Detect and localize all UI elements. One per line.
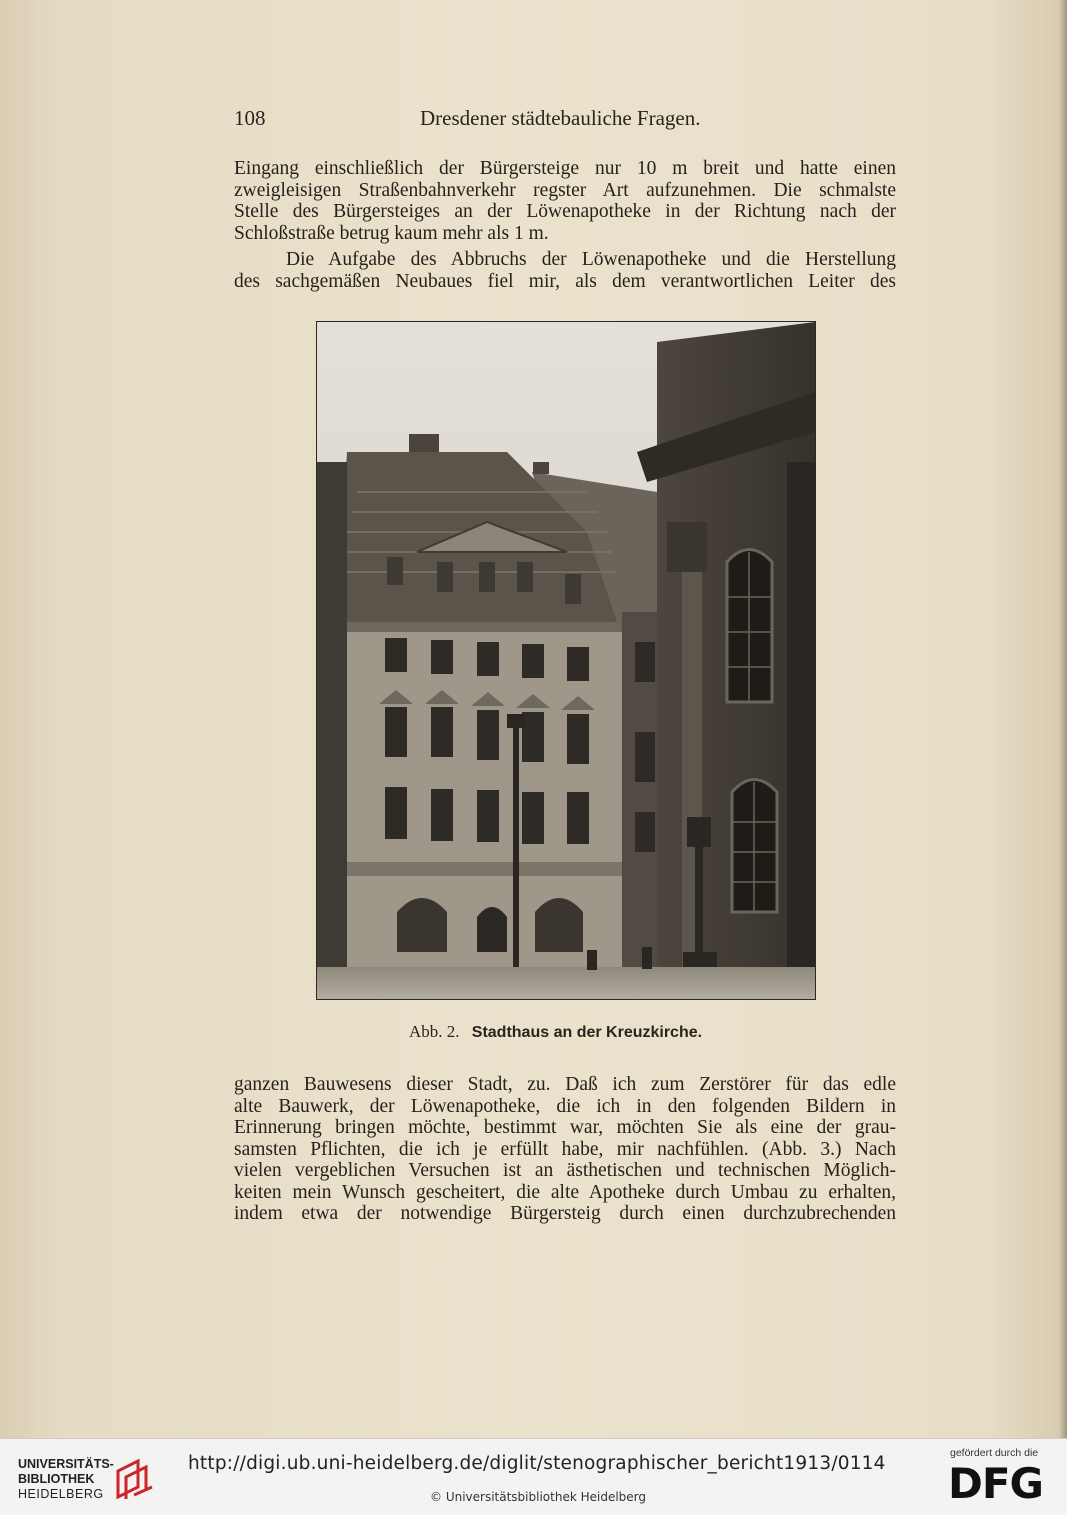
library-mark-icon: [112, 1457, 156, 1501]
university-library-logo[interactable]: [18, 1457, 158, 1501]
library-line-1: UNIVERSITÄTS-: [18, 1457, 114, 1471]
figure-photograph: [316, 321, 816, 1000]
running-title: Dresdener städtebauliche Fragen.: [420, 106, 701, 130]
text-line: Die Aufgabe des Abbruchs der Löwenapotheke und die Herstellung: [286, 249, 896, 270]
funder-wordmark: DFG: [948, 1459, 1044, 1508]
text-line: alte Bauwerk, der Löwenapotheke, die ich in den folgenden Bildern in: [234, 1095, 896, 1117]
text-line: ganzen Bauwesens dieser Stadt, zu. Daß ich zum Zerstörer für das edle: [234, 1074, 896, 1095]
text-line: samsten Pflichten, die ich je erfüllt habe, mir nachfühlen. (Abb. 3.) Nach: [234, 1138, 896, 1160]
text-line: Erinnerung bringen möchte, bestimmt war, möchten Sie als eine der grau-: [234, 1117, 896, 1138]
caption-label: Abb. 2.: [409, 1022, 460, 1041]
text-line: Schloßstraße betrug kaum mehr als 1 m.: [234, 222, 549, 244]
library-line-3: HEIDELBERG: [18, 1487, 104, 1501]
figure-caption: [409, 1022, 749, 1046]
library-name: [18, 1457, 114, 1502]
library-line-2: BIBLIOTHEK: [18, 1472, 95, 1486]
text-line: zweigleisigen Straßenbahnverkehr regster Art aufzunehmen. Die schmalste: [234, 179, 896, 201]
paragraph-2: [234, 249, 896, 292]
viewer-footer: [0, 1438, 1067, 1515]
permalink-url[interactable]: http://digi.ub.uni-heidelberg.de/diglit/stenographischer_bericht1913/0114: [188, 1453, 886, 1474]
paragraph-3: [234, 1074, 896, 1225]
caption-title: Stadthaus an der Kreuzkirche.: [471, 1024, 703, 1041]
text-line: indem etwa der notwendige Bürgersteig durch einen durchzubrechenden: [234, 1203, 896, 1224]
funding-note: gefördert durch die: [950, 1447, 1039, 1459]
copyright-notice: © Universitätsbibliothek Heidelberg: [430, 1490, 647, 1504]
text-line: des sachgemäßen Neubaues fiel mir, als dem verantwortlichen Leiter des: [234, 270, 896, 292]
page-number: 108: [234, 106, 266, 130]
text-line: vielen vergeblichen Versuchen ist an ästhetischen und technischen Möglich-: [234, 1160, 896, 1181]
dfg-logo[interactable]: [948, 1447, 1058, 1507]
paragraph-1: [234, 158, 896, 244]
building-photo-illustration: [317, 322, 815, 999]
running-head: [234, 106, 710, 136]
text-line: Eingang einschließlich der Bürgersteige nur 10 m breit und hatte einen: [234, 158, 896, 179]
text-line: keiten mein Wunsch gescheitert, die alte Apotheke durch Umbau zu erhalten,: [234, 1181, 896, 1203]
text-line: Stelle des Bürgersteiges an der Löwenapotheke in der Richtung nach der: [234, 201, 896, 222]
